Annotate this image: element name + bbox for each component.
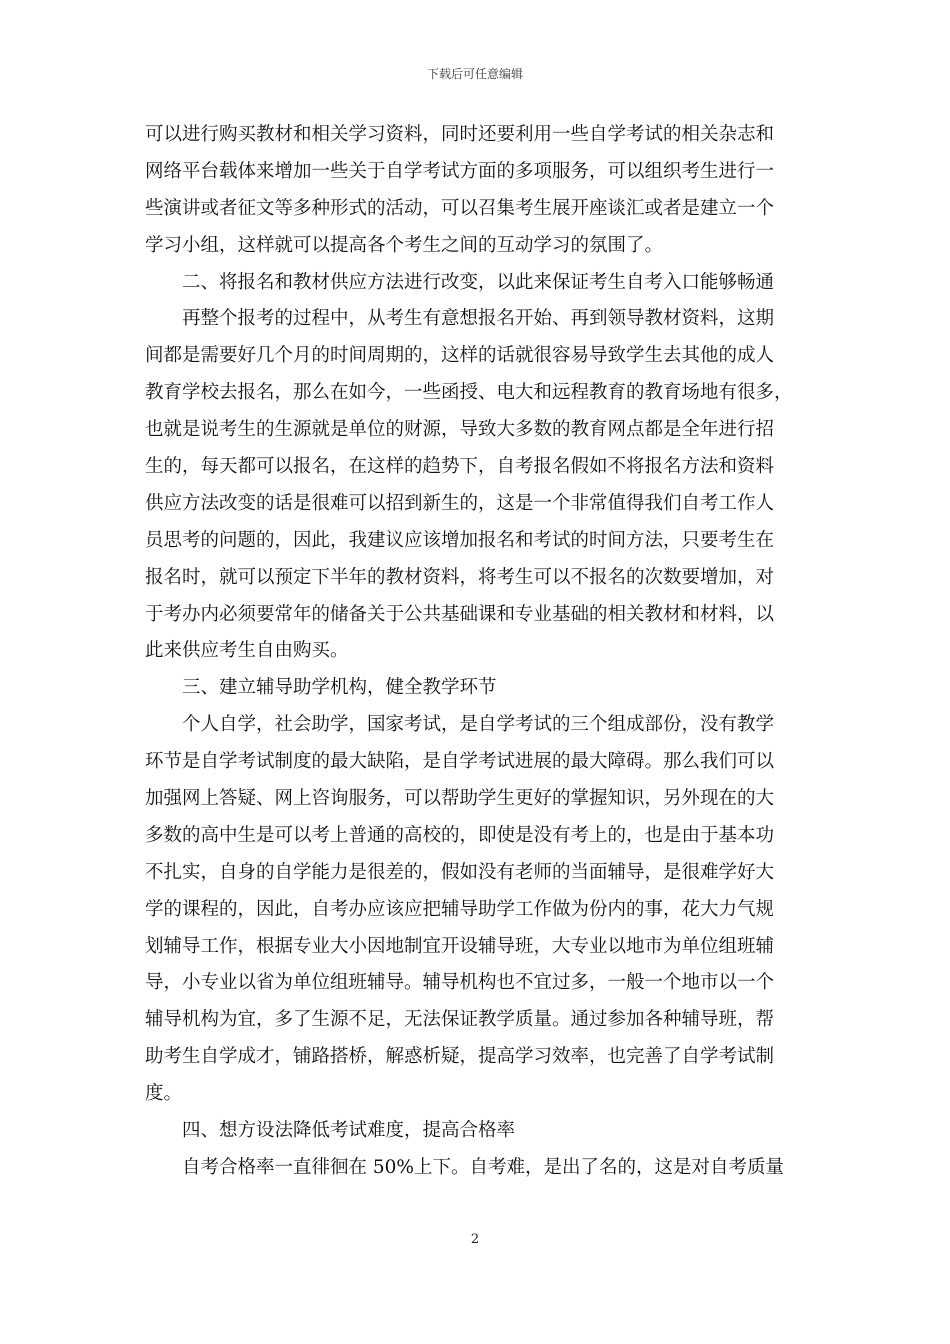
text-line: 多数的高中生是可以考上普通的高校的，即使是没有考上的，也是由于基本功: [145, 824, 775, 846]
section-heading: 三、建立辅导助学机构，健全教学环节: [182, 677, 497, 699]
text-line: 加强网上答疑、网上咨询服务，可以帮助学生更好的掌握知识，另外现在的大: [145, 788, 775, 810]
text-line: 助考生自学成才，铺路搭桥，解惑析疑，提高学习效率，也完善了自学考试制: [145, 1046, 775, 1068]
text-line: 自考合格率一直徘徊在 50%上下。自考难，是出了名的，这是对自考质量: [182, 1156, 785, 1178]
text-line: 可以进行购买教材和相关学习资料，同时还要利用一些自学考试的相关杂志和: [145, 124, 775, 145]
page-number: 2: [470, 1232, 480, 1247]
text-line: 个人自学，社会助学，国家考试，是自学考试的三个组成部份，没有教学: [182, 714, 775, 736]
text-line: 度。: [145, 1083, 183, 1105]
text-line: 此来供应考生自由购买。: [145, 640, 349, 662]
text-line: 导，小专业以省为单位组班辅导。辅导机构也不宜过多，一般一个地市以一个: [145, 972, 775, 994]
text-line: 环节是自学考试制度的最大缺陷，是自学考试进展的最大障碍。那么我们可以: [145, 751, 775, 773]
text-line: 划辅导工作，根据专业大小因地制宜开设辅导班，大专业以地市为单位组班辅: [145, 935, 775, 957]
text-line: 不扎实，自身的自学能力是很差的，假如没有老师的当面辅导，是很难学好大: [145, 861, 775, 883]
text-line: 教育学校去报名，那么在如今，一些函授、电大和远程教育的教育场地有很多，: [145, 382, 793, 404]
text-line: 间都是需要好几个月的时间周期的，这样的话就很容易导致学生去其他的成人: [145, 345, 775, 367]
text-line: 也就是说考生的生源就是单位的财源，导致大多数的教育网点都是全年进行招: [145, 419, 775, 441]
page-header: 下载后可任意编辑: [426, 67, 523, 81]
text-line: 学习小组，这样就可以提高各个考生之间的互动学习的氛围了。: [145, 234, 664, 256]
text-line: 些演讲或者征文等多种形式的活动，可以召集考生展开座谈汇或者是建立一个: [145, 197, 775, 219]
text-line: 报名时，就可以预定下半年的教材资料，将考生可以不报名的次数要增加，对: [145, 566, 775, 588]
text-line: 生的，每天都可以报名，在这样的趋势下，自考报名假如不将报名方法和资料: [145, 456, 775, 478]
text-line: 再整个报考的过程中，从考生有意想报名开始、再到领导教材资料，这期: [182, 308, 775, 330]
text-line: 供应方法改变的话是很难可以招到新生的，这是一个非常值得我们自考工作人: [145, 492, 775, 514]
text-line: 员思考的问题的，因此，我建议应该增加报名和考试的时间方法，只要考生在: [145, 529, 775, 551]
section-heading: 四、想方设法降低考试难度，提高合格率: [182, 1120, 516, 1142]
text-line: 于考办内必须要常年的储备关于公共基础课和专业基础的相关教材和材料，以: [145, 603, 775, 625]
text-line: 学的课程的，因此，自考办应该应把辅导助学工作做为份内的事，花大力气规: [145, 898, 775, 920]
document-body: [145, 117, 825, 1187]
text-line: 辅导机构为宜，多了生源不足，无法保证教学质量。通过参加各种辅导班，帮: [145, 1009, 775, 1031]
text-line: 网络平台载体来增加一些关于自学考试方面的多项服务，可以组织考生进行一: [145, 160, 775, 182]
section-heading: 二、将报名和教材供应方法进行改变，以此来保证考生自考入口能够畅通: [182, 271, 775, 293]
